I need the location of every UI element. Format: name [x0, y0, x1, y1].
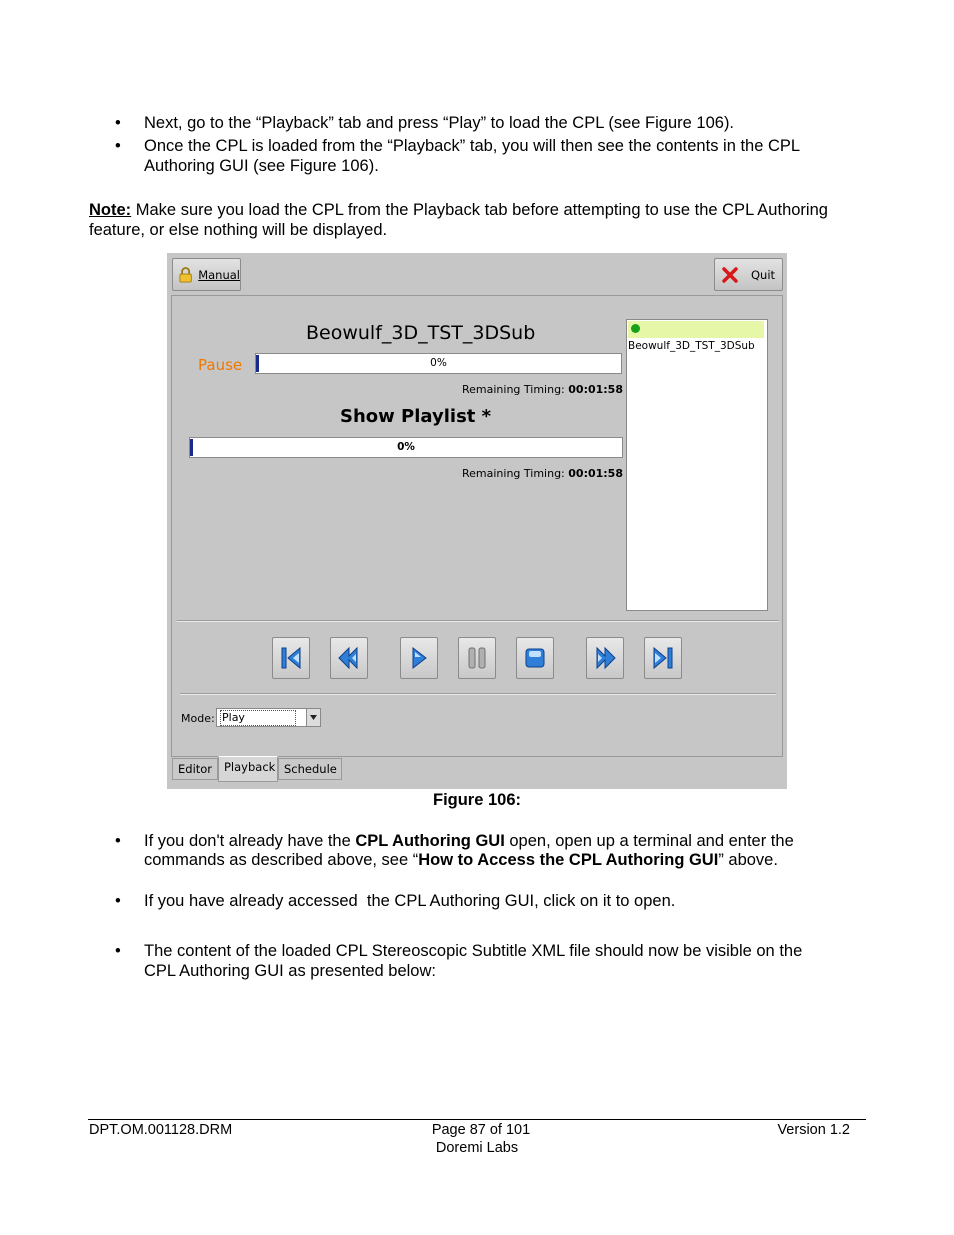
bullet-text-part: ” above.: [718, 851, 778, 869]
bullet-text-open-gui-line2: [144, 850, 778, 870]
rewind-button[interactable]: [330, 637, 368, 679]
status-label: Pause: [198, 356, 243, 374]
remaining-value: 00:01:58: [568, 383, 623, 396]
bullet-text-content-visible: The content of the loaded CPL Stereoscopic Subtitle XML file should now be visible on the: [144, 942, 803, 960]
bullet-marker: •: [115, 137, 121, 155]
cpl-remaining-time: [392, 383, 623, 396]
tab-playback[interactable]: Playback: [218, 756, 278, 782]
note-text-line2: feature, or else nothing will be displayed.: [89, 221, 388, 239]
remaining-label: Remaining Timing:: [461, 467, 565, 480]
pause-button[interactable]: [458, 637, 496, 679]
playback-panel: [171, 295, 783, 757]
note-text: Make sure you load the CPL from the Playback tab before attempting to use the CPL Authoring: [131, 201, 828, 219]
divider: [177, 620, 779, 622]
footer-doc-id: DPT.OM.001128.DRM: [89, 1122, 233, 1138]
mode-select-value: Play: [220, 710, 296, 726]
bullet-text-once-loaded: Once the CPL is loaded from the “Playback” tab, you will then see the contents in the CPL: [144, 137, 801, 155]
bullet-marker: •: [115, 832, 121, 850]
figure-caption: Figure 106:: [432, 791, 522, 809]
footer-rule: [88, 1119, 866, 1120]
pause-icon: [466, 646, 488, 670]
rewind-icon: [337, 646, 361, 670]
skip-to-end-icon: [652, 646, 674, 670]
playlist-progress-label: 0%: [397, 441, 415, 453]
skip-to-end-button[interactable]: [644, 637, 682, 679]
playlist-remaining-time: [392, 467, 623, 480]
footer-company: Doremi Labs: [435, 1140, 519, 1156]
tab-editor[interactable]: Editor: [172, 758, 218, 780]
fast-forward-icon: [593, 646, 617, 670]
quit-button[interactable]: [714, 258, 783, 291]
bullet-text-part: commands as described above, see “: [144, 851, 419, 869]
bullet-marker: •: [115, 892, 121, 910]
chevron-down-icon[interactable]: [306, 709, 320, 726]
bullet-text-part: If you don't already have the: [144, 832, 356, 850]
bullet-text-once-loaded-cont: Authoring GUI (see Figure 106).: [144, 157, 379, 175]
bullet-marker: •: [115, 114, 121, 132]
list-item[interactable]: [628, 321, 764, 352]
close-icon: [721, 266, 739, 284]
status-dot-icon: [631, 324, 640, 333]
bullet-text-already-accessed: If you have already accessed the CPL Authoring GUI, click on it to open.: [144, 892, 676, 910]
remaining-label: Remaining Timing:: [461, 383, 565, 396]
bullet-text-part: open, open up a terminal and enter the: [504, 832, 794, 850]
remaining-value: 00:01:58: [568, 467, 623, 480]
playlist-item-label: Beowulf_3D_TST_3DSub: [628, 340, 755, 352]
bullet-text-content-visible-line2: CPL Authoring GUI as presented below:: [144, 962, 436, 980]
bullet-text-bold: How to Access the CPL Authoring GUI: [418, 851, 719, 869]
skip-to-start-icon: [280, 646, 302, 670]
lock-icon: [179, 266, 192, 284]
divider: [180, 693, 776, 695]
cpl-progress-bar: [255, 353, 622, 374]
tab-schedule[interactable]: Schedule: [278, 758, 342, 780]
manual-button-label: Manual: [198, 267, 240, 282]
cpl-title: Beowulf_3D_TST_3DSub: [306, 322, 536, 344]
playback-screenshot: [167, 253, 787, 789]
mode-select[interactable]: [216, 708, 321, 727]
footer-page-number: Page 87 of 101: [431, 1122, 531, 1138]
bullet-marker: •: [115, 942, 121, 960]
play-icon: [409, 646, 429, 670]
note-paragraph: [89, 200, 828, 220]
footer-version: Version 1.2: [777, 1122, 850, 1138]
bullet-text-open-gui: [144, 831, 794, 851]
playlist-progress-fill: [190, 439, 193, 456]
bullet-text-load-cpl: Next, go to the “Playback” tab and press “Play” to load the CPL (see Figure 106).: [144, 114, 735, 132]
fast-forward-button[interactable]: [586, 637, 624, 679]
play-button[interactable]: [400, 637, 438, 679]
skip-to-start-button[interactable]: [272, 637, 310, 679]
stop-icon: [524, 646, 546, 670]
note-label: Note:: [89, 201, 132, 219]
playlist-progress-bar: [189, 437, 623, 458]
bullet-text-bold: CPL Authoring GUI: [355, 832, 505, 850]
cpl-progress-fill: [256, 355, 259, 372]
stop-button[interactable]: [516, 637, 554, 679]
mode-label: Mode:: [181, 712, 215, 725]
manual-button[interactable]: [172, 258, 241, 291]
quit-button-label: Quit: [751, 267, 776, 282]
cpl-progress-label: 0%: [430, 357, 447, 369]
playlist-title: Show Playlist *: [340, 406, 492, 427]
playlist-list[interactable]: [626, 319, 768, 611]
